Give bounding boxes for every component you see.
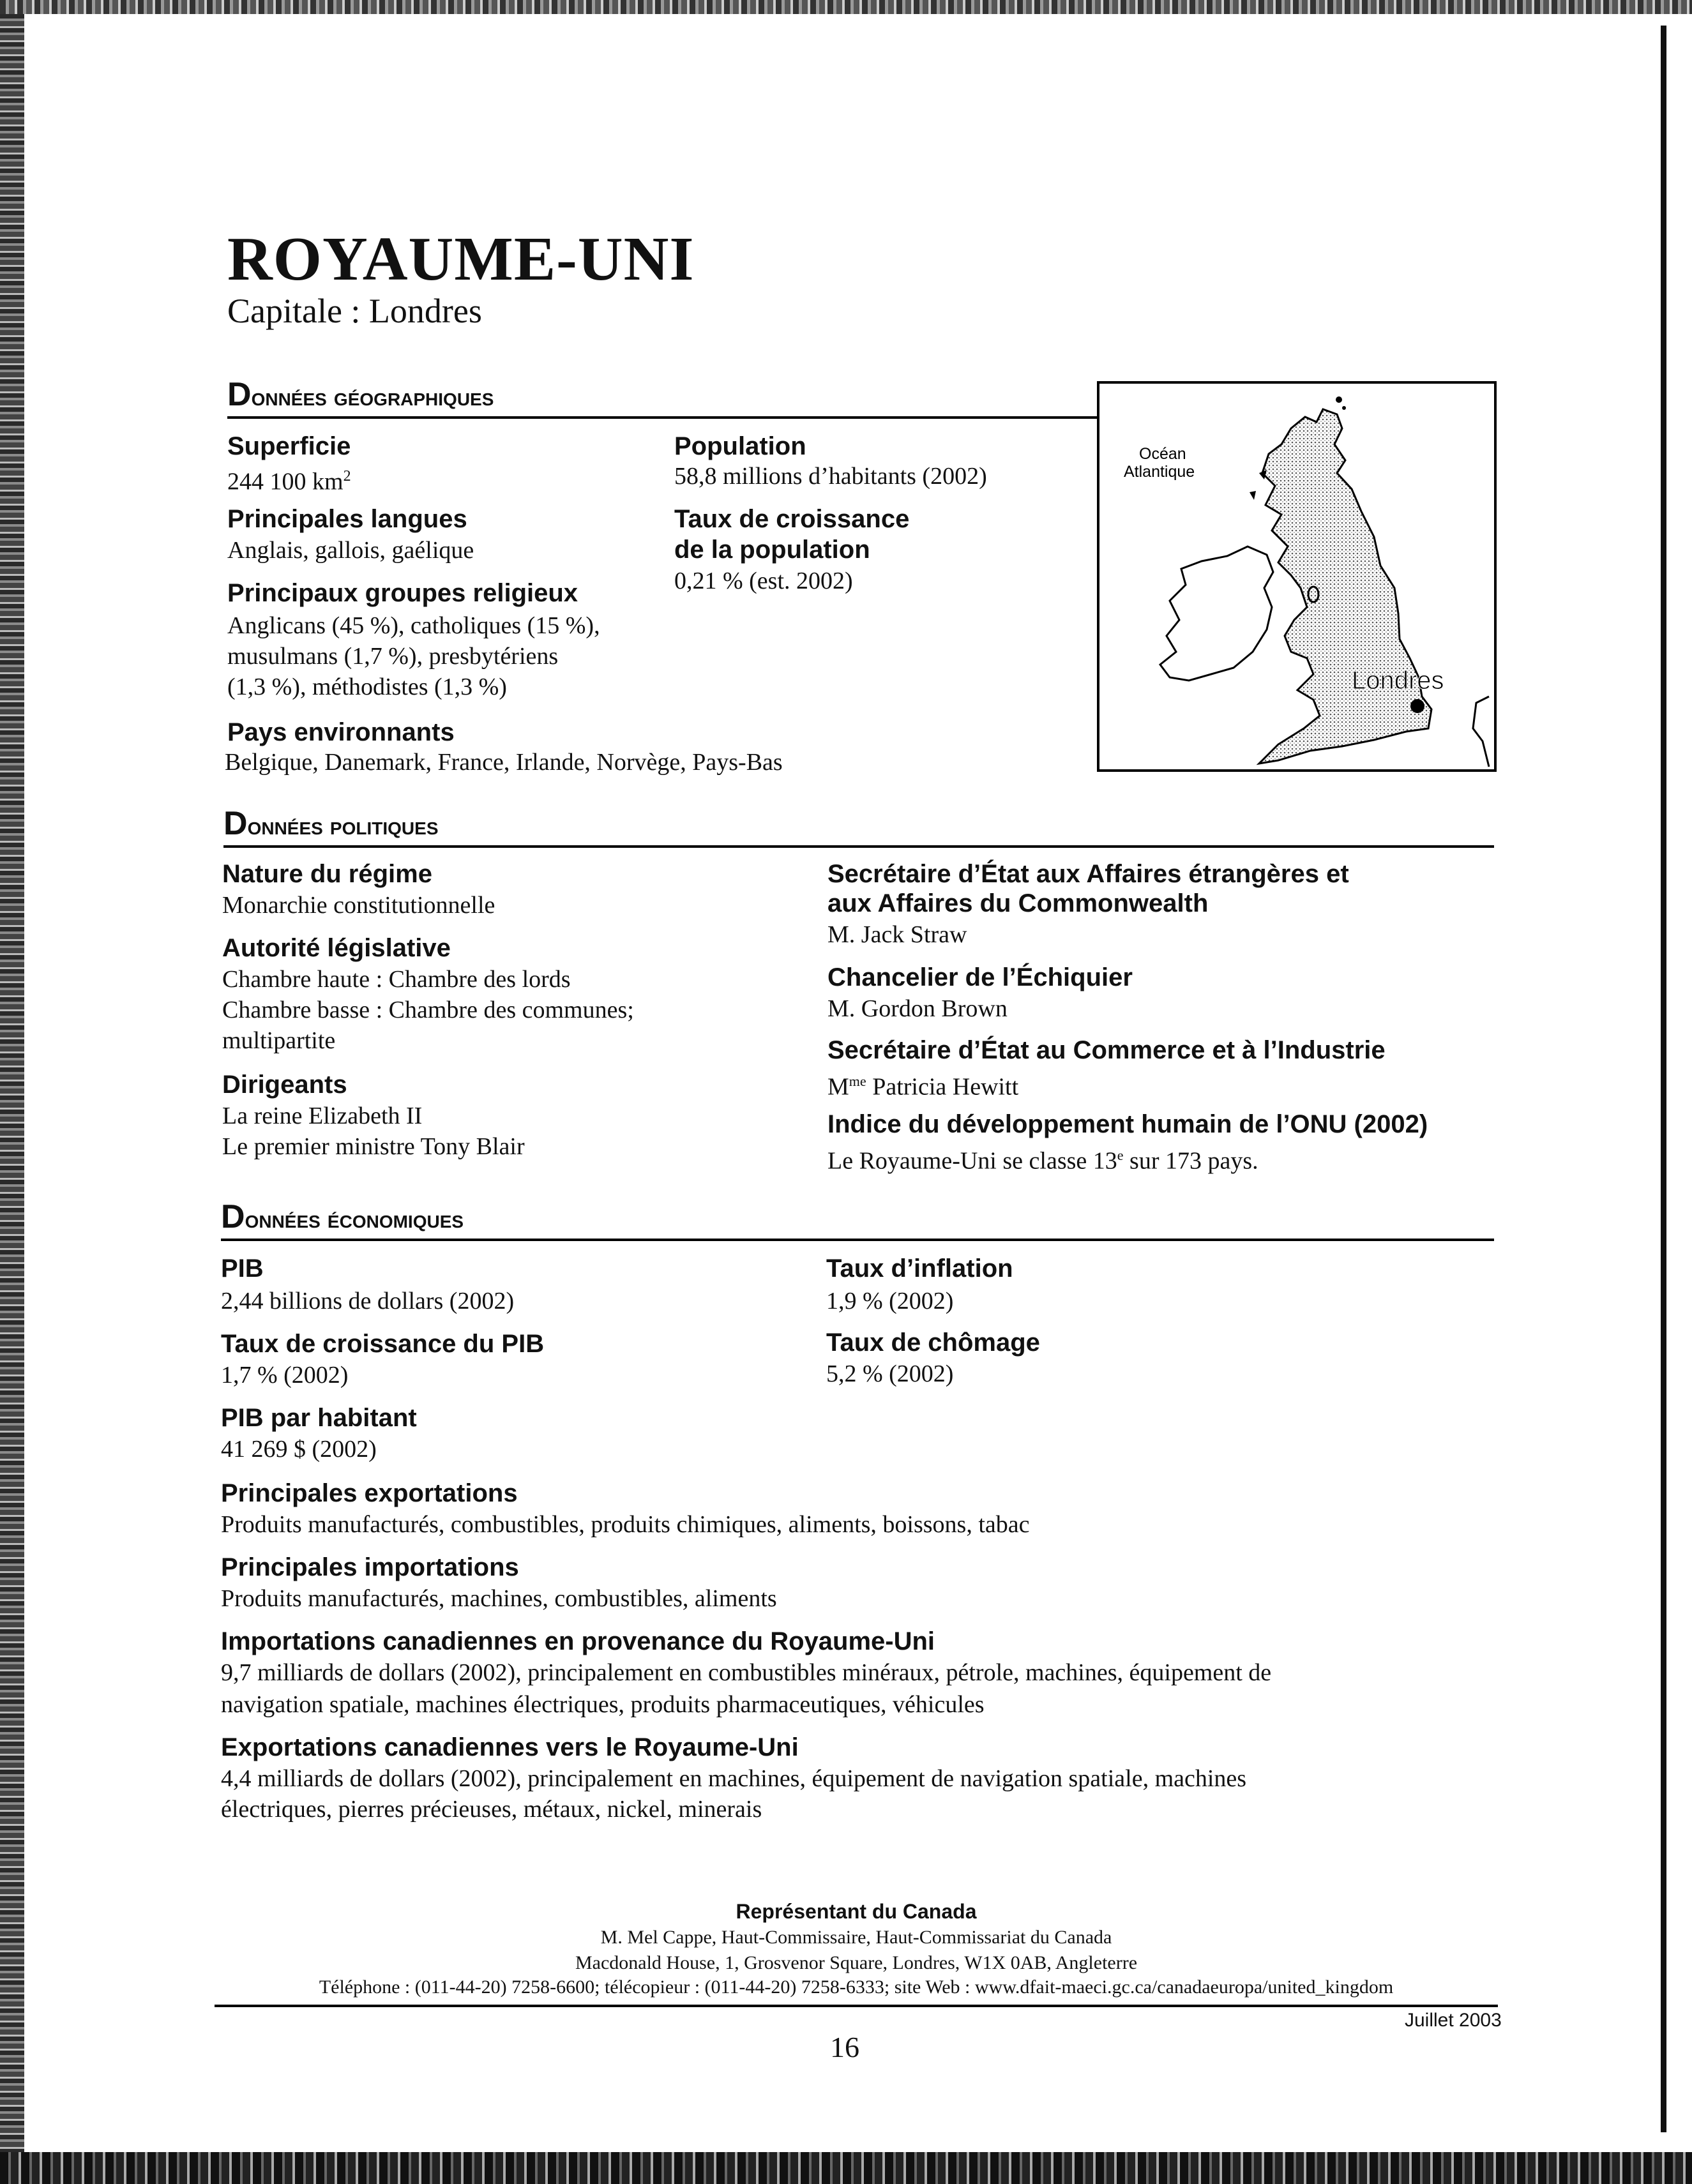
imp-canada-line: 9,7 milliards de dollars (2002), principalement en combustibles minéraux, pétrole, machines, équipement de [221,1659,1272,1686]
population-label: Population [674,432,806,460]
croissance-pib-value: 1,7 % (2002) [221,1362,349,1389]
affaires-label-2: aux Affaires du Commonwealth [827,889,1209,917]
scan-edge-bottom [0,2152,1692,2184]
scan-edge-right [1661,26,1666,2132]
exp-canada-line: 4,4 milliards de dollars (2002), principalement en machines, équipement de navigation spatiale, machines [221,1765,1247,1792]
footer-line: Téléphone : (011-44-20) 7258-6600; télécopieur : (011-44-20) 7258-6333; site Web : www.dfait-maeci.gc.ca/canadaeuropa/united_kingdom [319,1977,1394,1998]
religions-line: Anglicans (45 %), catholiques (15 %), [227,612,600,639]
map-ocean-label: Atlantique [1124,463,1195,481]
legislative-line: Chambre haute : Chambre des lords [222,966,571,993]
idh-label: Indice du développement humain de l’ONU (2002) [827,1110,1428,1138]
section-heading-geo: Données géographiques [227,375,1097,419]
affaires-value: M. Jack Straw [827,921,967,948]
population-value: 58,8 millions d’habitants (2002) [674,463,987,490]
footer-line: M. Mel Cappe, Haut-Commissaire, Haut-Commissariat du Canada [600,1927,1112,1948]
exp-canada-label: Exportations canadiennes vers le Royaume-Uni [221,1733,799,1761]
pib-habitant-value: 41 269 $ (2002) [221,1436,377,1463]
publication-date: Juillet 2003 [1405,2010,1502,2031]
croissance-pop-value: 0,21 % (est. 2002) [674,568,853,594]
dirigeants-line: La reine Elizabeth II [222,1103,423,1129]
legislative-line: multipartite [222,1027,336,1054]
uk-map-drawing [1099,384,1494,769]
exports-label: Principales exportations [221,1479,518,1507]
legislative-line: Chambre basse : Chambre des communes; [222,997,634,1023]
commerce-value: $M^{me}$ Patricia Hewitt [827,1073,1019,1101]
footer-line: Macdonald House, 1, Grosvenor Square, Londres, W1X 0AB, Angleterre [575,1952,1138,1973]
page-number: 16 [830,2031,859,2063]
chancelier-value: M. Gordon Brown [827,995,1008,1022]
dirigeants-label: Dirigeants [222,1071,347,1099]
croissance-pop-label-2: de la population [674,536,870,564]
pays-label: Pays environnants [227,718,455,746]
section-heading-economie: Données économiques [221,1198,1494,1241]
imp-canada-label: Importations canadiennes en provenance du Royaume-Uni [221,1627,935,1655]
religions-line: (1,3 %), méthodistes (1,3 %) [227,674,507,700]
scan-edge-left [0,0,24,2184]
imp-canada-line: navigation spatiale, machines électriques, produits pharmaceutiques, véhicules [221,1691,985,1718]
regime-label: Nature du régime [222,860,432,888]
superficie-label: Superficie [227,432,351,460]
chomage-value: 5,2 % (2002) [826,1360,954,1387]
idh-value: Le Royaume-Uni se classe 13e sur 173 pays. [827,1147,1258,1175]
commerce-label: Secrétaire d’État au Commerce et à l’Industrie [827,1036,1386,1064]
regime-value: Monarchie constitutionnelle [222,892,495,919]
croissance-pop-label-1: Taux de croissance [674,505,910,533]
exports-value: Produits manufacturés, combustibles, produits chimiques, aliments, boissons, tabac [221,1511,1030,1538]
legislative-label: Autorité législative [222,934,451,962]
map-city-label: Londres [1352,666,1444,695]
religions-line: musulmans (1,7 %), presbytériens [227,643,559,670]
great-britain-shape [1259,409,1431,764]
footer-divider [215,2005,1498,2007]
pib-value: 2,44 billions de dollars (2002) [221,1288,515,1314]
capital-subtitle: Capitale : Londres [227,292,482,330]
langues-label: Principales langues [227,505,467,533]
map-ocean-label: Océan [1139,445,1186,463]
imports-value: Produits manufacturés, machines, combustibles, aliments [221,1585,777,1612]
croissance-pib-label: Taux de croissance du PIB [221,1330,545,1358]
imports-label: Principales importations [221,1553,519,1581]
ireland-shape [1160,546,1273,681]
chomage-label: Taux de chômage [826,1329,1040,1357]
pib-label: PIB [221,1254,264,1283]
london-marker [1410,699,1424,713]
page-title: ROYAUME-UNI [227,225,695,294]
footer-heading: Représentant du Canada [736,1900,977,1923]
langues-value: Anglais, gallois, gaélique [227,537,474,564]
chancelier-label: Chancelier de l’Échiquier [827,963,1133,991]
uk-map [1097,381,1497,772]
superficie-value: 244 100 $km^2$ [227,468,351,495]
pays-value: Belgique, Danemark, France, Irlande, Norvège, Pays-Bas [225,749,783,776]
inflation-value: 1,9 % (2002) [826,1288,954,1314]
exp-canada-line: électriques, pierres précieuses, métaux, nickel, minerais [221,1796,762,1823]
religions-label: Principaux groupes religieux [227,579,578,607]
inflation-label: Taux d’inflation [826,1254,1013,1283]
affaires-label-1: Secrétaire d’État aux Affaires étrangères et [827,860,1349,888]
pib-habitant-label: PIB par habitant [221,1404,417,1432]
scan-edge-top [0,0,1692,14]
dirigeants-line: Le premier ministre Tony Blair [222,1133,525,1160]
section-heading-politique: Données politiques [223,804,1494,848]
